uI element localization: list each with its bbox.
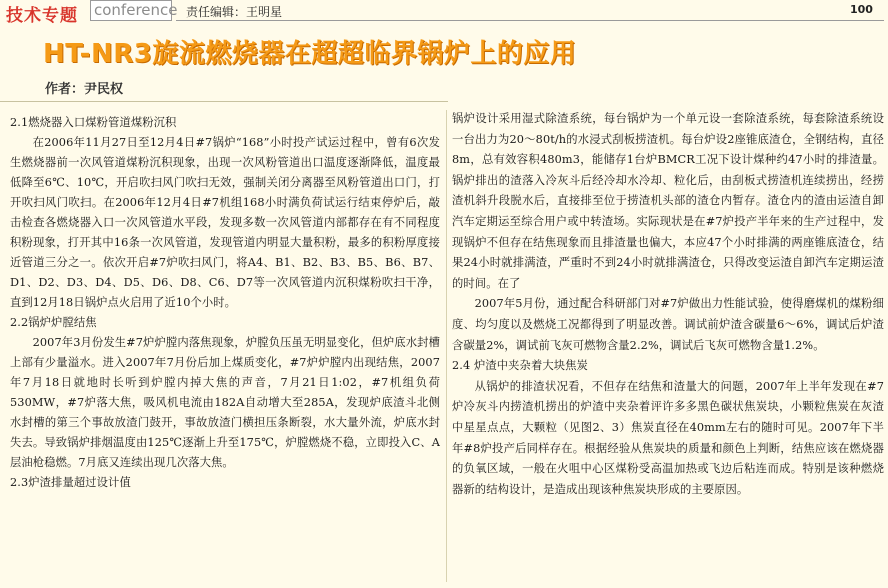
article-title: HT-NR3旋流燃烧器在超超临界锅炉上的应用 [43,39,577,69]
section-heading-2-2: 2.2锅炉炉膛结焦 [10,316,97,329]
left-column [10,113,440,493]
column-divider [446,110,447,582]
paragraph-2-2: 2007年3月份发生#7炉炉膛内落焦现象，炉膛负压虽无明显变化，但炉底水封槽上部有少量溢水。进入2007年7月份后加上煤质变化，#7炉炉膛内出现结焦，2007年7月18日就地时长听到炉膛内掉大焦的声音，7月21日1:02，#7机组负荷530MW，#7炉落大焦，吸风机电流由182A自动增大至285A，发现炉底渣斗北侧水封槽的第三个事故放渣门鼓开，事故放渣门横担压条断裂，水大量外流，炉底水封失去。导致锅炉排烟温度由125℃逐渐上升至175℃，炉膛燃烧不稳，立即投入C、A层油枪稳燃。7月底又连续出现几次落大焦。 [10,336,440,469]
paragraph-2-1: 在2006年11月27日至12月4日#7锅炉“168”小时投产试运过程中，曾有6次发生燃烧器前一次风管道煤粉沉积现象，出现一次风粉管道出口温度逐渐降低，温度最低降至6℃、10℃，开启吹扫风门吹扫无效，强制关闭分离器至风粉管道出口门，打开吹扫风门吹扫。在2006年12月4日#7机组168小时满负荷试运行结束停炉后，敲击检查各燃烧器入口一次风管道水平段，发现多数一次风管道内部都存在有不同程度积粉现象，打开其中16条一次风管道，发现管道内明显大量积粉，最多的积粉厚度接近管道三分之一。依次开启#7炉吹扫风门，将A4、B1、B2、B3、B5、B6、B7、D1、D2、D3、D4、D5、D6、D8、C6、D7等一次风管道内沉积煤粉吹扫干净，直到12月18日锅炉点火启用了近10个小时。 [10,136,440,309]
section-heading-2-1: 2.1燃烧器入口煤粉管道煤粉沉积 [10,116,177,129]
paragraph-coke-blocks: 从锅炉的排渣状况看，不但存在结焦和渣量大的问题，2007年上半年发现在#7炉冷灰斗内捞渣机捞出的炉渣中夹杂着评许多多黑色碳状焦炭块，小颗粒焦炭在灰渣中星星点点，大颗粒（见图2、3）焦炭直径在40mm左右的随时可见。2007年下半年#8炉投产后同样存在。根据经验从焦炭块的质量和颜色上判断，结焦应该在燃烧器的负氧区域，一般在火咀中心区煤粉受高温加热或飞边后粘连而成。特别是该种燃烧器新的结构设计，是造成出现该种焦炭块形成的主要原因。 [452,379,884,496]
page-number: 100 [850,3,873,16]
right-column [452,109,884,500]
paragraph-slag-system: 锅炉设计采用湿式除渣系统，每台锅炉为一个单元设一套除渣系统，每套除渣系统设一台出力为20～80t/h的水浸式刮板捞渣机。每台炉设2座锥底渣仓，全钢结构，直径8m，总有效容积480m3，能储存1台炉BMCR工况下设计煤种约47小时的排渣量。锅炉排出的渣落入冷灰斗后经冷却水冷却、粒化后，由刮板式捞渣机连续捞出，经捞渣机斜升段脱水后，直接排至位于捞渣机头部的渣仓内暂存。渣仓内的渣由运渣自卸汽车定期运至综合用户或中转渣场。实际现状是在#7炉投产半年来的生产过程中，发现锅炉不但存在结焦现象而且排渣量也偏大，本应47个小时排满的两座锥底渣仓，结果24小时就排满渣，严重时不到24小时就排满渣仓，只得改变运渣自卸汽车定期运渣的时间。在了 [452,112,884,290]
section-heading-2-4: 2.4 炉渣中夹杂着大块焦炭 [452,359,588,373]
header-brand: 技术专题 [6,6,78,26]
author-rule [0,101,448,102]
header-tag: conference [94,1,178,19]
section-heading-2-3: 2.3炉渣排量超过设计值 [10,476,131,489]
header-rule [176,20,884,21]
header-editor: 责任编辑：王明星 [186,5,283,19]
article-author: 作者：尹民权 [45,82,124,97]
paragraph-test-results: 2007年5月份，通过配合科研部门对#7炉做出力性能试验，使得磨煤机的煤粉细度、均匀度以及燃烧工况都得到了明显改善。调试前炉渣含碳量6～6%，调试后炉渣含碳量2%，调试前飞灰可燃物含量2.2%，调试后飞灰可燃物含量1.2%。 [452,297,884,352]
